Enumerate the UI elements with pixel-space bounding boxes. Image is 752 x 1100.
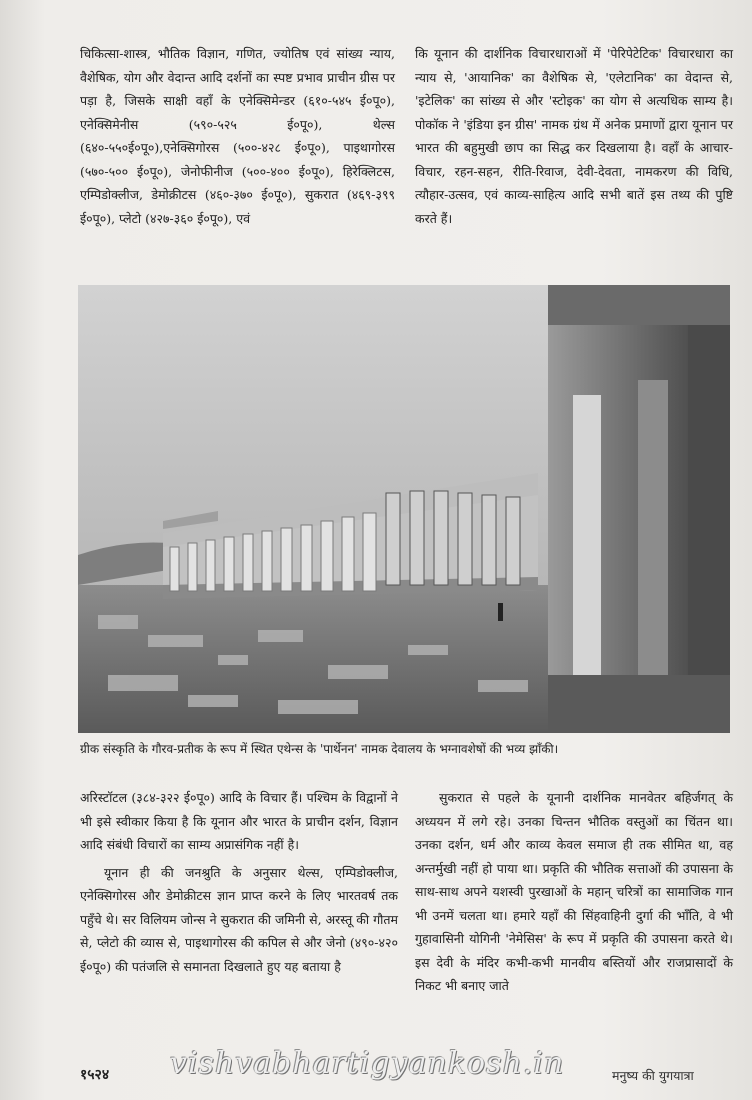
text-column-bottom-left [80, 786, 398, 982]
text-column-bottom-right [415, 786, 733, 1002]
photo-caption: ग्रीक संस्कृति के गौरव-प्रतीक के रूप में स्थित एथेन्स के 'पार्थेनन' नामक देवालय के भग्नावशेषों की भव्य झाँकी। [80, 742, 559, 756]
watermark: vishvabhartigyankosh.in [170, 1046, 565, 1081]
parthenon-photo [78, 285, 730, 733]
text-column-top-right [415, 42, 733, 234]
paragraph: चिकित्सा-शास्त्र, भौतिक विज्ञान, गणित, ज्योतिष एवं सांख्य न्याय, वैशेषिक, योग और वेदान्त आदि दर्शनों का स्पष्ट प्रभाव प्राचीन ग्रीस पर पड़ा है, जिसके साक्षी वहाँ के एनेक्सिमेन्डर (६१०-५४५ ई०पू०), एनेक्सिमेनीस (५९०-५२५ ई०पू०), थेल्स (६४०-५५०ई०पू०),एनेक्सिगोरस (५००-४२८ ई०पू०), पाइथागोरस (५७०-५०० ई०पू०), जेनोफीनीज (५००-४०० ई०पू०), हिरेक्लिटस, एम्पिडोक्लीज, डेमोक्रीटस (४६०-३७० ई०पू०), सुकरात (४६९-३९९ ई०पू०), प्लेटो (४२७-३६० ई०पू०), एवं [80, 46, 395, 226]
paragraph: कि यूनान की दार्शनिक विचारधाराओं में 'पेरिपेटेटिक' विचारधारा का न्याय से, 'आयानिक' का वैशेषिक से, 'एलेटानिक' का वेदान्त से, 'इटेलिक' का सांख्य से और 'स्टोइक' का योग से अत्यधिक साम्य है। पोकॉक ने 'इंडिया इन ग्रीस' नामक ग्रंथ में अनेक प्रमाणों द्वारा यूनान पर भारत की बहुमुखी छाप का सिद्ध कर दिखलाया है। वहाँ के आचार-विचार, रहन-सहन, रीति-रिवाज, देवी-देवता, नामकरण की विधि, त्यौहार-उत्सव, एवं काव्य-साहित्य आदि सभी बातें इस तथ्य की पुष्टि करते हैं। [415, 46, 733, 226]
text-column-top-left [80, 42, 395, 234]
paragraph: अरिस्टॉटल (३८४-३२२ ई०पू०) आदि के विचार हैं। पश्चिम के विद्वानों ने भी इसे स्वीकार किया है कि यूनान और भारत के प्राचीन दर्शन, विज्ञान आदि संबंधी विचारों का साम्य अप्रासंगिक नहीं है। [80, 790, 398, 852]
running-footer-title: मनुष्य की युगयात्रा [612, 1068, 694, 1083]
paragraph: यूनान ही की जनश्रुति के अनुसार थेल्स, एम्पिडोक्लीज, एनेक्सिगोरस और डेमोक्रीटस ज्ञान प्राप्त करने के लिए भारतवर्ष तक पहुँचे थे। सर विलियम जोन्स ने सुकरात की जमिनी से, अरस्तू की गौतम से, प्लेटो की व्यास से, पाइथागोरस की कपिल से और जेनो (४९०-४२० ई०पू०) की पतंजलि से समानता दिखलाते हुए यह बताया है [80, 864, 398, 974]
page-number: १५२४ [80, 1067, 110, 1083]
paragraph: सुकरात से पहले के यूनानी दार्शनिक मानवेतर बहिर्जगत् के अध्ययन में लगे रहे। उनका चिन्तन भौतिक वस्तुओं का चिंतन था। उनका दर्शन, धर्म और काव्य केवल समाज ही तक सीमित था, वह अन्तर्मुखी नहीं हो पाया था। प्रकृति की भौतिक सत्ताओं की उपासना के साथ-साथ अपने यशस्वी पुरखाओं के महान् चरित्रों का सामाजिक गान भी उनमें चलता था। हमारे यहाँ की सिंहवाहिनी दुर्गा की भाँति, वे भी गुहावासिनी योगिनी 'नेमेसिस' के रूप में प्रकृति की उपासना करते थे। इस देवी के मंदिर कभी-कभी मानवीय बस्तियों और राजप्रासादों के निकट भी बनाए जाते [415, 790, 733, 993]
